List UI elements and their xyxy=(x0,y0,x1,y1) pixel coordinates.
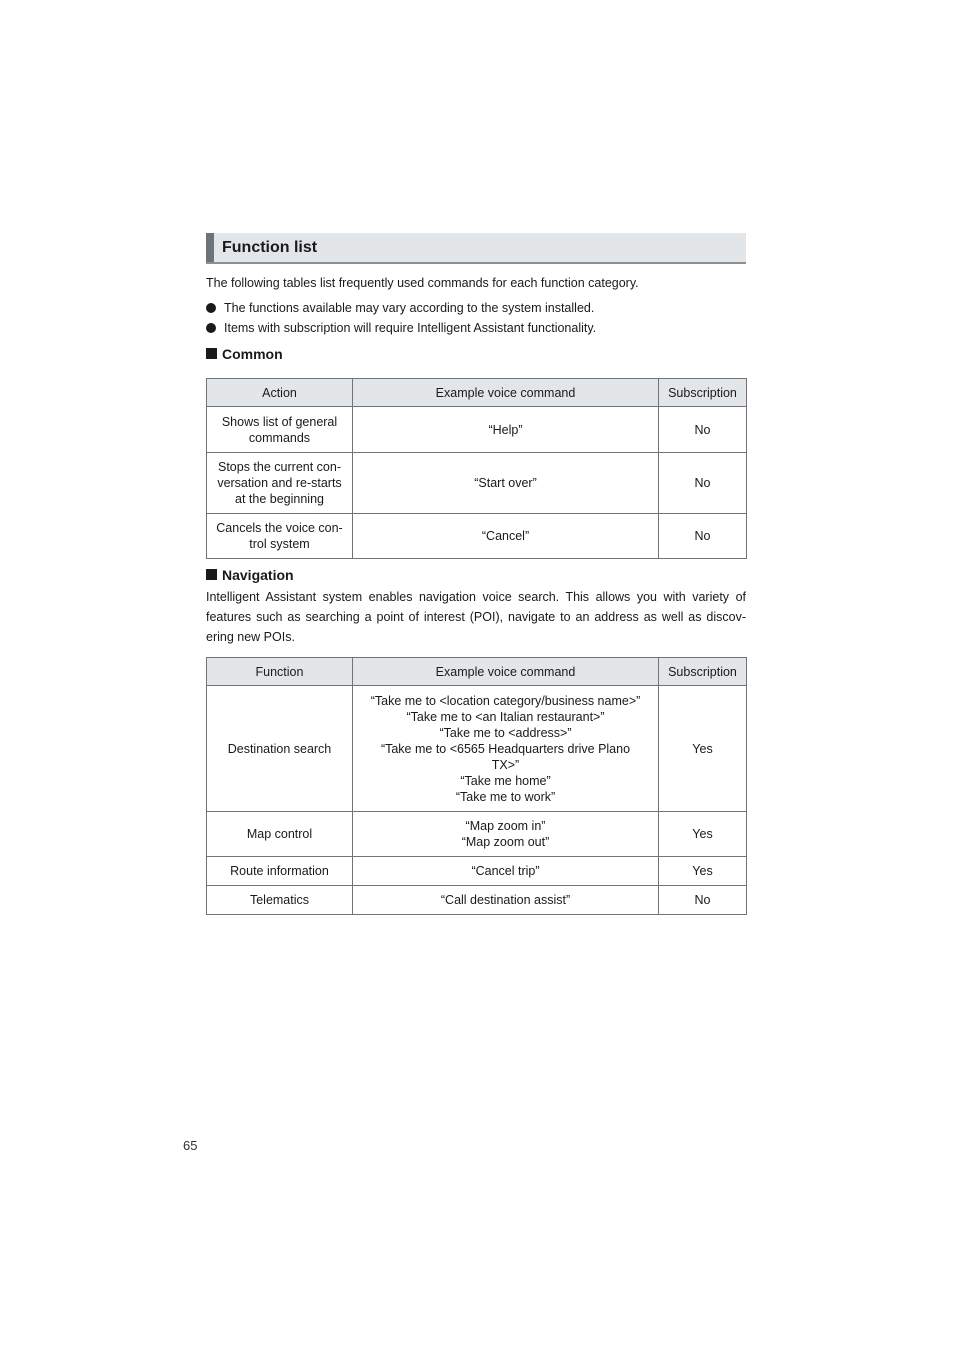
subscription-cell: Yes xyxy=(659,812,747,857)
table-row xyxy=(207,812,747,857)
common-heading-label: Common xyxy=(222,346,283,362)
navigation-heading-label: Navigation xyxy=(222,567,294,583)
page-number: 65 xyxy=(183,1138,198,1153)
section-header xyxy=(206,233,746,264)
table-row xyxy=(207,514,747,559)
intro-text: The following tables list frequently used commands for each function category. xyxy=(206,276,639,290)
column-header-function: Function xyxy=(207,658,353,686)
bullet-icon xyxy=(206,323,216,333)
column-header-action: Action xyxy=(207,379,353,407)
subscription-cell: No xyxy=(659,514,747,559)
cell-line: “Take me to work” xyxy=(455,789,556,804)
bullet-text: Items with subscription will require Intelligent Assistant functionality. xyxy=(224,321,597,335)
navigation-commands-table xyxy=(206,657,747,915)
square-bullet-icon xyxy=(206,569,217,580)
cell-line: Stops the current con- xyxy=(218,460,341,474)
function-cell xyxy=(207,686,353,812)
table-row xyxy=(207,686,747,812)
function-cell xyxy=(207,886,353,915)
command-cell xyxy=(353,453,659,514)
cell-line: Telematics xyxy=(249,893,310,907)
cell-line: “Call destination assist” xyxy=(440,893,571,907)
bullet-icon xyxy=(206,303,216,313)
cell-line: “Take me home” xyxy=(460,773,551,788)
command-cell xyxy=(353,686,659,812)
cell-line: Shows list of general xyxy=(221,414,338,429)
cell-line: Cancels the voice con- xyxy=(216,521,343,535)
cell-line: Destination search xyxy=(227,741,332,756)
bullet-text: The functions available may vary according to the system installed. xyxy=(224,301,595,315)
column-header-subscription: Subscription xyxy=(659,658,747,686)
square-bullet-icon xyxy=(206,348,217,359)
subscription-cell: Yes xyxy=(659,686,747,812)
action-cell xyxy=(207,407,353,453)
cell-line: TX>” xyxy=(491,757,520,772)
cell-line: at the beginning xyxy=(235,492,324,506)
list-item xyxy=(206,298,746,318)
navigation-heading xyxy=(206,567,294,583)
cell-line: “Take me to <location category/business name>” xyxy=(370,693,641,708)
command-cell xyxy=(353,812,659,857)
table-row xyxy=(207,407,747,453)
command-cell xyxy=(353,857,659,886)
cell-line: “Cancel trip” xyxy=(471,864,540,878)
section-header-accent-bar xyxy=(206,233,214,262)
function-cell xyxy=(207,812,353,857)
table-row xyxy=(207,857,747,886)
column-header-subscription: Subscription xyxy=(659,379,747,407)
action-cell xyxy=(207,514,353,559)
cell-line: “Take me to <an Italian restaurant>” xyxy=(406,709,605,724)
cell-line: Route information xyxy=(230,864,329,878)
command-cell xyxy=(353,407,659,453)
column-header-command: Example voice command xyxy=(353,379,659,407)
table-header-row xyxy=(207,379,747,407)
cell-line: versation and re-starts xyxy=(217,476,342,490)
common-commands-table xyxy=(206,378,747,559)
command-cell xyxy=(353,514,659,559)
function-cell xyxy=(207,857,353,886)
table-header-row xyxy=(207,658,747,686)
cell-line: commands xyxy=(248,430,311,445)
cell-line: “Help” xyxy=(488,422,523,437)
subscription-cell: No xyxy=(659,453,747,514)
command-cell xyxy=(353,886,659,915)
subscription-cell: Yes xyxy=(659,857,747,886)
action-cell xyxy=(207,453,353,514)
table-row xyxy=(207,453,747,514)
table-row xyxy=(207,886,747,915)
list-item xyxy=(206,318,746,338)
cell-line: “Take me to <6565 Headquarters drive Plano xyxy=(380,741,631,756)
navigation-paragraph: Intelligent Assistant system enables navigation voice search. This allows you with variety of features such as searching a point of interest (POI), navigate to an address as well as discov-ering new POIs. xyxy=(206,590,746,644)
cell-line: “Take me to <address>” xyxy=(439,725,572,740)
subscription-cell: No xyxy=(659,407,747,453)
cell-line: “Cancel” xyxy=(481,529,530,543)
cell-line: trol system xyxy=(249,537,310,551)
common-heading xyxy=(206,346,283,362)
column-header-command: Example voice command xyxy=(353,658,659,686)
cell-line: Map control xyxy=(246,827,313,841)
cell-line: “Map zoom in” xyxy=(465,819,546,833)
cell-line: “Map zoom out” xyxy=(461,835,550,849)
notes-list xyxy=(206,298,746,338)
section-title: Function list xyxy=(222,239,318,256)
subscription-cell: No xyxy=(659,886,747,915)
cell-line: “Start over” xyxy=(474,476,537,490)
